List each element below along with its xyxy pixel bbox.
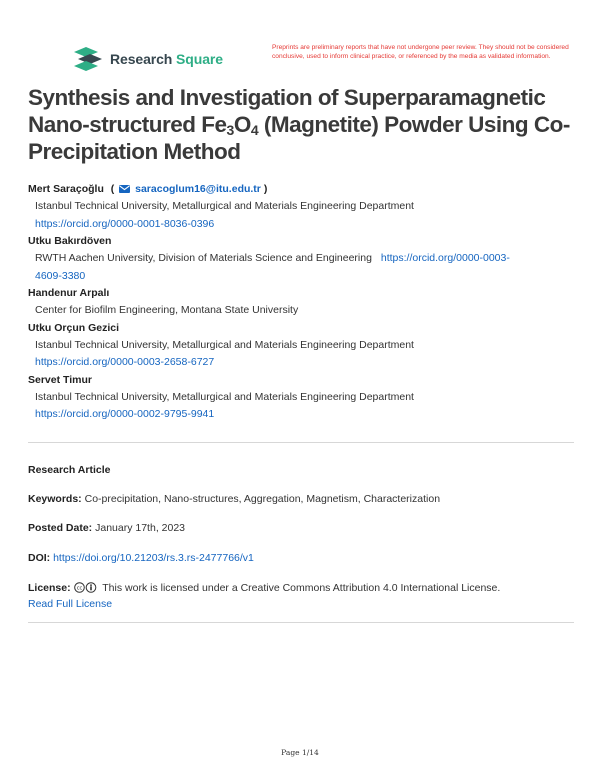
license bbox=[28, 580, 578, 612]
page-number: Page 1/14 bbox=[281, 748, 319, 757]
open-paren: ( bbox=[110, 183, 115, 195]
posted-date-value: January 17th, 2023 bbox=[95, 522, 186, 534]
author-affiliation: Center for Biofilm Engineering, Montana State University bbox=[35, 304, 299, 316]
title-subscript-3: 3 bbox=[226, 122, 234, 138]
article-type-label: Research Article bbox=[28, 464, 111, 476]
title-part-2: O bbox=[233, 112, 251, 137]
author-entry bbox=[28, 285, 578, 320]
author-affiliation: Istanbul Technical University, Metallurgical and Materials Engineering Department bbox=[35, 200, 414, 212]
divider bbox=[28, 622, 574, 623]
preprint-disclaimer: Preprints are preliminary reports that have not undergone peer review. They should not be considered conclusive, used to inform clinical practice, or referenced by the media as validated information. bbox=[272, 44, 569, 60]
author-name: Utku Bakırdöven bbox=[28, 235, 112, 247]
keywords-value: Co-precipitation, Nano-structures, Aggregation, Magnetism, Characterization bbox=[84, 493, 441, 505]
author-orcid-link-continued[interactable]: 4609-3380 bbox=[35, 269, 86, 282]
author-orcid-link[interactable]: https://orcid.org/0000-0003- bbox=[380, 252, 510, 264]
paper-title bbox=[28, 84, 578, 165]
title-subscript-4: 4 bbox=[250, 122, 259, 138]
author-entry bbox=[28, 233, 578, 285]
posted-date-label: Posted Date: bbox=[28, 522, 93, 534]
close-paren: ) bbox=[263, 183, 268, 195]
author-entry bbox=[28, 181, 578, 233]
creative-commons-icon bbox=[74, 582, 98, 593]
author-orcid-link[interactable]: https://orcid.org/0000-0003-2658-6727 bbox=[35, 356, 215, 368]
author-name: Mert Saraçoğlu bbox=[28, 183, 104, 195]
posted-date bbox=[28, 520, 578, 536]
author-list bbox=[28, 181, 578, 424]
svg-text:cc: cc bbox=[76, 585, 82, 592]
author-entry bbox=[28, 372, 578, 424]
author-affiliation: Istanbul Technical University, Metallurgical and Materials Engineering Department bbox=[35, 390, 414, 403]
logo-text bbox=[110, 51, 223, 67]
keywords-label: Keywords: bbox=[28, 493, 82, 505]
author-name: Handenur Arpalı bbox=[28, 287, 110, 299]
doi bbox=[28, 550, 578, 566]
author-orcid-link[interactable]: https://orcid.org/0000-0001-8036-0396 bbox=[35, 217, 215, 230]
author-orcid-link[interactable]: https://orcid.org/0000-0002-9795-9941 bbox=[35, 408, 215, 420]
divider bbox=[28, 442, 574, 443]
keywords bbox=[28, 491, 578, 507]
envelope-icon bbox=[119, 185, 130, 193]
header bbox=[72, 44, 572, 78]
author-email-link[interactable]: saracoglum16@itu.edu.tr bbox=[135, 183, 261, 195]
doi-link[interactable]: https://doi.org/10.21203/rs.3.rs-2477766/v1 bbox=[53, 552, 254, 564]
author-name: Utku Orçun Gezici bbox=[28, 321, 120, 334]
author-affiliation: Istanbul Technical University, Metallurgical and Materials Engineering Department bbox=[35, 338, 414, 351]
title-part-3: (Magnetite) Powder Using Co-Precipitation Method bbox=[28, 112, 570, 164]
author-entry bbox=[28, 320, 578, 372]
article-type bbox=[28, 462, 578, 478]
title-part-1: Synthesis and Investigation of Superparamagnetic Nano-structured Fe bbox=[28, 85, 546, 137]
research-square-logo[interactable] bbox=[72, 46, 223, 72]
license-text: This work is licensed under a Creative Commons Attribution 4.0 International License. bbox=[102, 582, 501, 594]
doi-label: DOI: bbox=[28, 552, 51, 564]
author-affiliation: RWTH Aachen University, Division of Materials Science and Engineering bbox=[35, 252, 372, 264]
read-full-license-link[interactable]: Read Full License bbox=[28, 598, 113, 610]
author-name: Servet Timur bbox=[28, 373, 92, 386]
research-square-logo-icon bbox=[72, 46, 104, 72]
logo-word-square: Square bbox=[176, 51, 223, 67]
logo-word-research: Research bbox=[110, 51, 173, 67]
license-label: License: bbox=[28, 582, 71, 594]
